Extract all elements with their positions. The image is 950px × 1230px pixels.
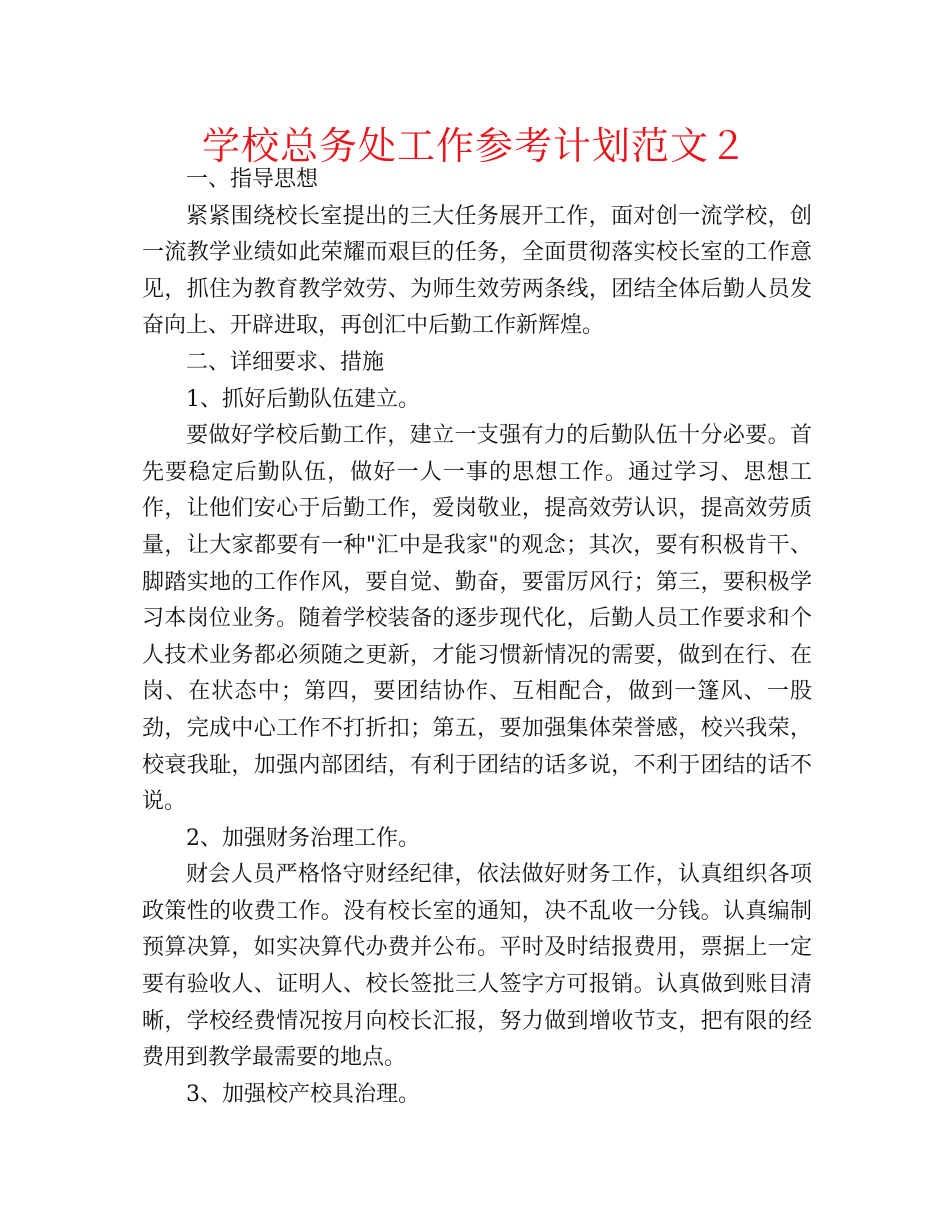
section-heading-requirements: 二、详细要求、措施 bbox=[186, 349, 385, 375]
subheading-finance-management: 2、加强财务治理工作。 bbox=[186, 825, 420, 851]
subheading-property-management: 3、加强校产校具治理。 bbox=[186, 1081, 420, 1107]
document-body bbox=[142, 162, 812, 1113]
section-heading-guiding-thought: 一、指导思想 bbox=[186, 167, 319, 192]
subheading-team-building: 1、抓好后勤队伍建立。 bbox=[186, 386, 420, 412]
document-title: 学校总务处工作参考计划范文２ bbox=[201, 124, 748, 168]
paragraph-team-building: 要做好学校后勤工作，建立一支强有力的后勤队伍十分必要。首先要稳定后勤队伍，做好一人一事的思想工作。通过学习、思想工作，让他们安心于后勤工作，爱岗敬业，提高效劳认识，提高效劳质量，让大家都要有一种"汇中是我家"的观念；其次，要有积极肯干、脚踏实地的工作作风，要自觉、勤奋，要雷厉风行；第三，要积极学习本岗位业务。随着学校装备的逐步现代化，后勤人员工作要求和个人技术业务都必须随之更新，才能习惯新情况的需要，做到在行、在岗、在状态中；第四，要团结协作、互相配合，做到一篷风、一股劲，完成中心工作不打折扣；第五，要加强集体荣誉感，校兴我荣，校衰我耻，加强内部团结，有利于团结的话多说，不利于团结的话不说。 bbox=[142, 423, 812, 815]
paragraph-finance-management: 财会人员严格恪守财经纪律，依法做好财务工作，认真组织各项政策性的收费工作。没有校长室的通知，决不乱收一分钱。认真编制预算决算，如实决算代办费并公布。平时及时结报费用，票据上一定要有验收人、证明人、校长签批三人签字方可报销。认真做到账目清晰，学校经费情况按月向校长汇报，努力做到增收节支，把有限的经费用到教学最需要的地点。 bbox=[142, 862, 812, 1071]
paragraph-guiding-thought: 紧紧围绕校长室提出的三大任务展开工作，面对创一流学校，创一流教学业绩如此荣耀而艰巨的任务，全面贯彻落实校长室的工作意见，抓住为教育教学效劳、为师生效劳两条线，团结全体后勤人员发奋向上、开辟进取，再创汇中后勤工作新辉煌。 bbox=[142, 203, 812, 339]
